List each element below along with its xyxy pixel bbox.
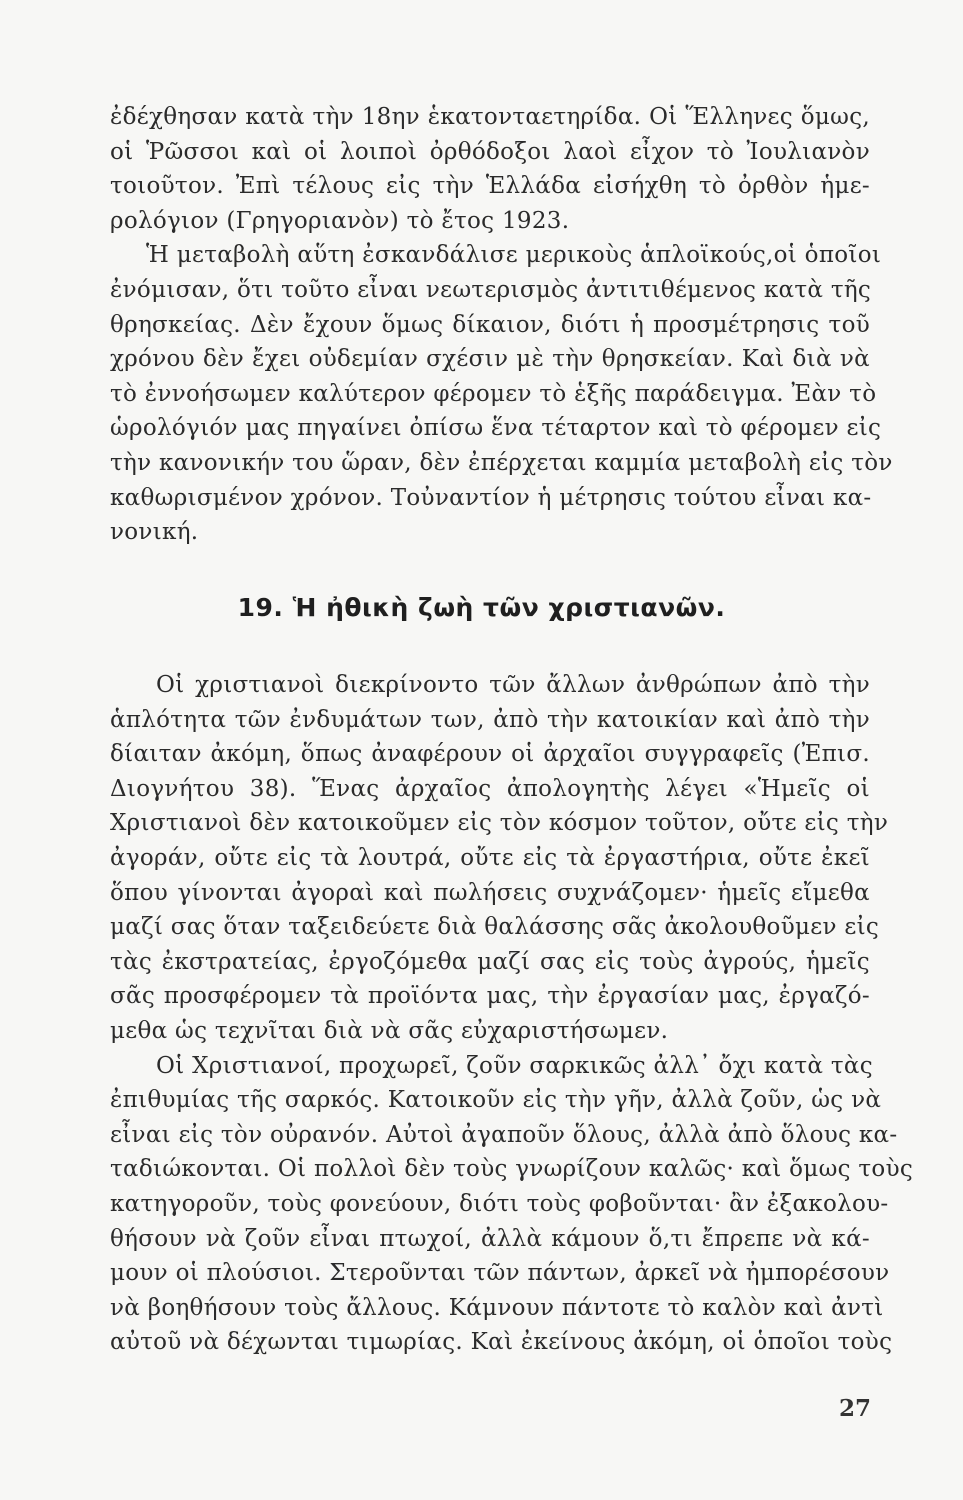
text-line: θήσουν νὰ ζοῦν εἶναι πτωχοί, ἀλλὰ κάμουν ὅ,τι ἔπρεπε νὰ κά-: [110, 1225, 870, 1252]
text-line: ὅπου γίνονται ἀγοραὶ καὶ πωλήσεις συχνάζομεν· ἡμεῖς εἴμεθα: [110, 879, 870, 906]
text-line: ἐπιθυμίας τῆς σαρκός. Κατοικοῦν εἰς τὴν γῆν, ἀλλὰ ζοῦν, ὡς νὰ: [110, 1087, 882, 1114]
text-line: νονική.: [110, 519, 199, 546]
text-line: ρολόγιον (Γρηγοριανὸν) τὸ ἔτος 1923.: [110, 207, 570, 234]
text-line: Ἡ μεταβολὴ αὕτη ἐσκανδάλισε μερικοὺς ἁπλοϊκούς,οἱ ὁποῖοι: [146, 242, 882, 269]
text-line: αὐτοῦ νὰ δέχωνται τιμωρίας. Καὶ ἐκείνους ἀκόμη, οἱ ὁποῖοι τοὺς: [110, 1329, 893, 1356]
text-line: Οἱ Χριστιανοί, προχωρεῖ, ζοῦν σαρκικῶς ἀλλ᾽ ὄχι κατὰ τὰς: [156, 1052, 873, 1079]
text-line: τοιοῦτον. Ἐπὶ τέλους εἰς τὴν Ἑλλάδα εἰσήχθη τὸ ὀρθὸν ἡμε-: [110, 173, 870, 200]
text-line: θρησκείας. Δὲν ἔχουν ὅμως δίκαιον, διότι ἡ προσμέτρησις τοῦ: [110, 311, 870, 338]
text-line: Οἱ χριστιανοὶ διεκρίνοντο τῶν ἄλλων ἀνθρώπων ἀπὸ τὴν: [156, 672, 870, 698]
text-line: μουν οἱ πλούσιοι. Στεροῦνται τῶν πάντων, ἀρκεῖ νὰ ἠμπορέσουν: [110, 1260, 890, 1287]
page-number: 27: [838, 1395, 871, 1422]
text-line: ἐνόμισαν, ὅτι τοῦτο εἶναι νεωτερισμὸς ἀντιτιθέμενος κατὰ τῆς: [110, 276, 872, 303]
text-line: σᾶς προσφέρομεν τὰ προϊόντα μας, τὴν ἐργασίαν μας, ἐργαζό-: [110, 983, 870, 1010]
text-line: Χριστιανοὶ δὲν κατοικοῦμεν εἰς τὸν κόσμον τοῦτον, οὔτε εἰς τὴν: [110, 810, 889, 837]
text-line: ἐδέχθησαν κατὰ τὴν 18ην ἑκατονταετηρίδα. Οἱ Ἕλληνες ὅμως,: [110, 104, 870, 130]
text-line: μεθα ὡς τεχνῖται διὰ νὰ σᾶς εὐχαριστήσωμεν.: [110, 1017, 669, 1044]
text-line: τὴν κανονικήν του ὥραν, δὲν ἐπέρχεται καμμία μεταβολὴ εἰς τὸν: [110, 449, 893, 476]
text-line: μαζί σας ὅταν ταξειδεύετε διὰ θαλάσσης σᾶς ἀκολουθοῦμεν εἰς: [110, 914, 880, 941]
text-line: ταδιώκονται. Οἱ πολλοὶ δὲν τοὺς γνωρίζουν καλῶς· καὶ ὅμως τοὺς: [110, 1156, 914, 1183]
text-line: Διογνήτου 38). Ἕνας ἀρχαῖος ἀπολογητὴς λέγει «Ἡμεῖς οἱ: [110, 775, 870, 802]
top-paragraph: [110, 100, 893, 550]
text-line: τὸ ἐννοήσωμεν καλύτερον φέρομεν τὸ ἑξῆς παράδειγμα. Ἐὰν τὸ: [110, 380, 877, 407]
text-line: χρόνου δὲν ἔχει οὐδεμίαν σχέσιν μὲ τὴν θρησκείαν. Καὶ διὰ νὰ: [110, 346, 870, 373]
text-line: καθωρισμένον χρόνον. Τοὐναντίον ἡ μέτρησις τούτου εἶναι κα-: [110, 484, 872, 511]
section-heading: 19. Ἡ ἠθικὴ ζωὴ τῶν χριστιανῶν.: [237, 593, 726, 622]
text-line: ἁπλότητα τῶν ἐνδυμάτων των, ἀπὸ τὴν κατοικίαν καὶ ἀπὸ τὴν: [110, 706, 870, 733]
text-line: ὡρολόγιόν μας πηγαίνει ὀπίσω ἕνα τέταρτον καὶ τὸ φέρομεν εἰς: [110, 415, 882, 442]
bottom-paragraphs: [110, 668, 914, 1360]
text-line: οἱ Ῥῶσσοι καὶ οἱ λοιποὶ ὀρθόδοξοι λαοὶ εἶχον τὸ Ἰουλιανὸν: [110, 138, 870, 165]
text-line: δίαιταν ἀκόμη, ὅπως ἀναφέρουν οἱ ἀρχαῖοι συγγραφεῖς (Ἐπισ.: [110, 741, 870, 768]
text-line: τὰς ἐκστρατείας, ἐργοζόμεθα μαζί σας εἰς τοὺς ἀγρούς, ἡμεῖς: [110, 948, 870, 975]
text-line: εἶναι εἰς τὸν οὐρανόν. Αὐτοὶ ἀγαποῦν ὅλους, ἀλλὰ ἀπὸ ὅλους κα-: [110, 1121, 898, 1148]
text-line: κατηγοροῦν, τοὺς φονεύουν, διότι τοὺς φοβοῦνται· ἂν ἐξακολου-: [110, 1190, 889, 1217]
text-line: ἀγοράν, οὔτε εἰς τὰ λουτρά, οὔτε εἰς τὰ ἐργαστήρια, οὔτε ἐκεῖ: [110, 844, 870, 871]
text-line: νὰ βοηθήσουν τοὺς ἄλλους. Κάμνουν πάντοτε τὸ καλὸν καὶ ἀντὶ: [110, 1294, 884, 1321]
